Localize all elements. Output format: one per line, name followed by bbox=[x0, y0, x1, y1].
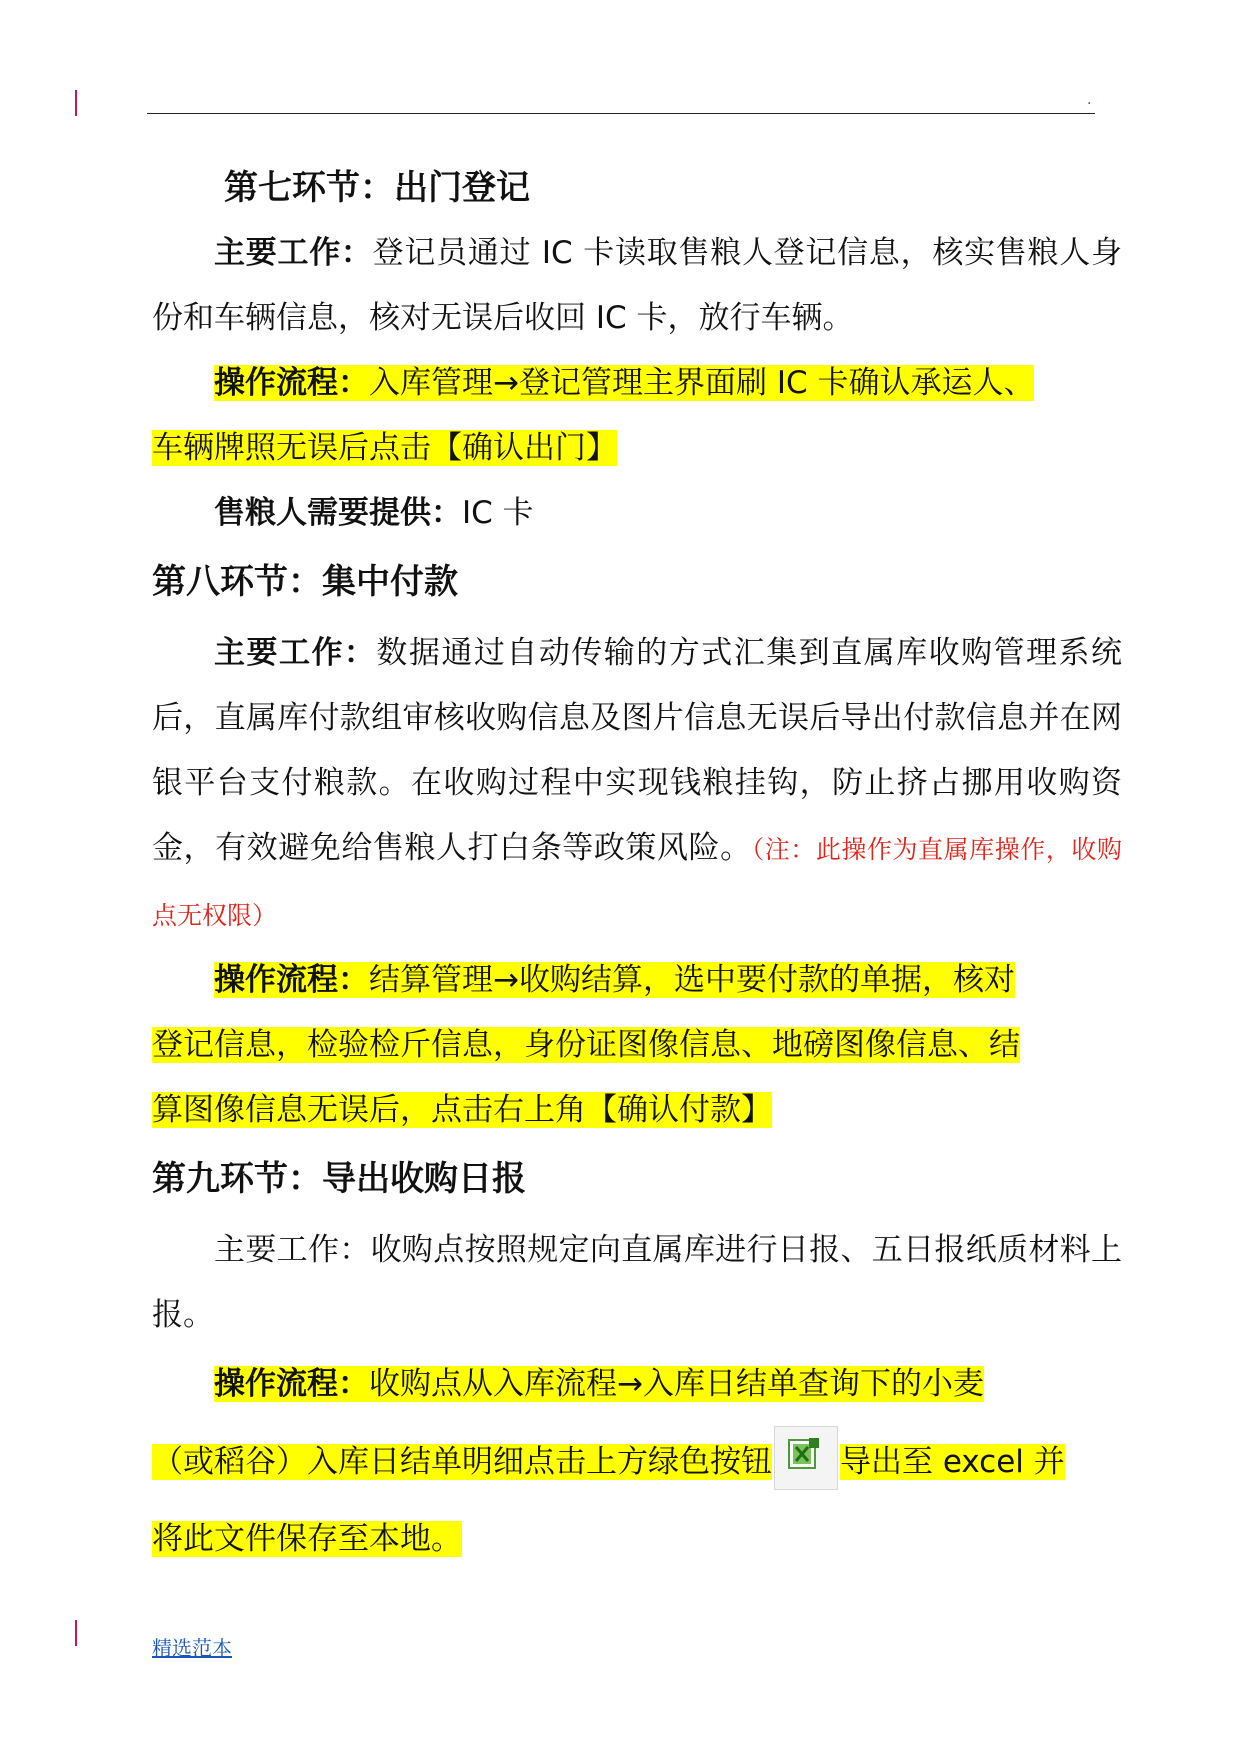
section-8-flow-label: 操作流程： bbox=[214, 962, 369, 998]
margin-mark-bottom bbox=[75, 1620, 77, 1646]
section-8-work-label: 主要工作： bbox=[214, 635, 377, 671]
section-7-need bbox=[152, 481, 1122, 546]
section-8-work-text: 数据通过自动传输的方式汇集到直属库收购管理系统后，直属库付款组审核收购信息及图片信息无误后导出付款信息并在网银平台支付粮款。在收购过程中实现钱粮挂钩，防止挤占挪用收购资金，有效避免给售粮人打白条等政策风险。 bbox=[152, 635, 1123, 866]
section-8-flow-line2: 登记信息，检验检斤信息，身份证图像信息、地磅图像信息、结 bbox=[152, 1027, 1020, 1063]
section-7-flow-line1: 入库管理→登记管理主界面刷 IC 卡确认承运人、 bbox=[369, 365, 1035, 401]
header-rule bbox=[147, 113, 1095, 114]
section-8-flow-line1: 结算管理→收购结算，选中要付款的单据，核对 bbox=[369, 962, 1015, 998]
section-8-note: （注：此操作为直属库操作，收购点无权限） bbox=[152, 835, 1122, 930]
section-8-title: 第八环节：集中付款 bbox=[152, 562, 458, 602]
section-7-flow-label: 操作流程： bbox=[214, 365, 369, 401]
section-9-work: 主要工作：收购点按照规定向直属库进行日报、五日报纸质材料上报。 bbox=[152, 1232, 1122, 1333]
section-7-flow-cont bbox=[152, 416, 1122, 481]
section-7-flow-line2: 车辆牌照无误后点击【确认出门】 bbox=[152, 430, 617, 466]
margin-mark-top bbox=[75, 90, 77, 116]
section-7-title: 第七环节：出门登记 bbox=[224, 168, 530, 208]
section-8-flow-cont2 bbox=[152, 1078, 1122, 1143]
footer-link[interactable]: 精选范本 bbox=[152, 1636, 232, 1660]
section-9-flow-line3: 将此文件保存至本地。 bbox=[152, 1521, 462, 1557]
section-7-work-text: 登记员通过 IC 卡读取售粮人登记信息，核实售粮人身份和车辆信息，核对无误后收回 IC 卡，放行车辆。 bbox=[152, 235, 1123, 336]
document-body bbox=[152, 150, 1122, 1572]
section-9-flow-cont2 bbox=[152, 1507, 1122, 1572]
section-9-flow bbox=[152, 1352, 1122, 1417]
section-8-flow-cont bbox=[152, 1013, 1122, 1078]
section-9-title: 第九环节：导出收购日报 bbox=[152, 1159, 526, 1199]
section-9-flow-line1: 收购点从入库流程→入库日结单查询下的小麦 bbox=[369, 1366, 984, 1402]
section-9-flow-line2b: 导出至 excel 并 bbox=[840, 1444, 1065, 1480]
excel-export-icon[interactable] bbox=[774, 1426, 838, 1490]
section-9-flow-line2a: （或稻谷）入库日结单明细点击上方绿色按钮 bbox=[152, 1444, 772, 1480]
section-8-work bbox=[152, 621, 1122, 948]
section-7-work-label: 主要工作： bbox=[214, 235, 373, 271]
section-8-flow-line3: 算图像信息无误后，点击右上角【确认付款】 bbox=[152, 1092, 772, 1128]
section-8-flow bbox=[152, 948, 1122, 1013]
section-7-work bbox=[152, 221, 1122, 351]
section-7-flow bbox=[152, 351, 1122, 416]
section-9-flow-cont bbox=[152, 1417, 1122, 1507]
section-9-flow-label: 操作流程： bbox=[214, 1366, 369, 1402]
header-mark: . bbox=[1087, 92, 1092, 108]
section-7-need-label: 售粮人需要提供： bbox=[214, 495, 462, 531]
section-7-need-text: IC 卡 bbox=[462, 495, 534, 531]
excel-icon-graphic bbox=[787, 1437, 821, 1471]
